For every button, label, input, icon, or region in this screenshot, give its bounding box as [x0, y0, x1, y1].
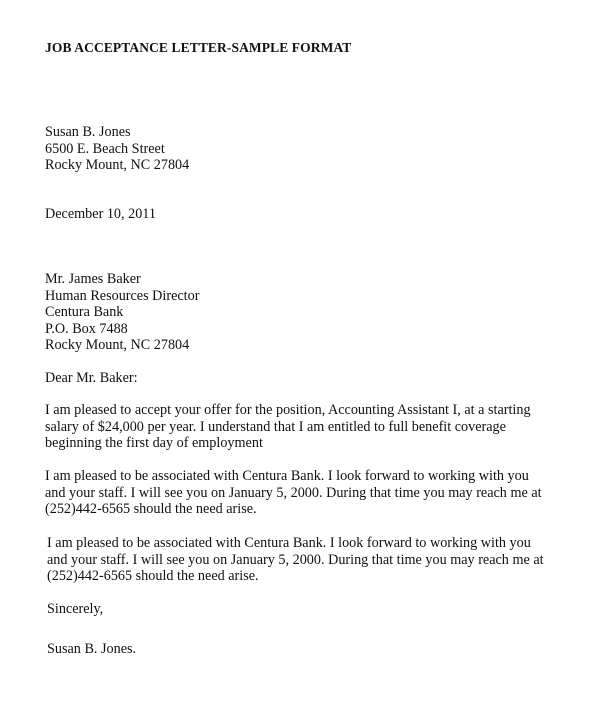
letter-date-block — [45, 206, 156, 223]
sender-street: 6500 E. Beach Street — [45, 140, 165, 157]
letter-date: December 10, 2011 — [45, 206, 156, 222]
salutation: Dear Mr. Baker: — [45, 370, 138, 386]
paragraph-3-line: (252)442-6565 should the need arise. — [47, 568, 259, 584]
document-title: JOB ACCEPTANCE LETTER-SAMPLE FORMAT — [45, 40, 352, 55]
recipient-name: Mr. James Baker — [45, 271, 141, 287]
paragraph-1-line: I am pleased to accept your offer for the position, Accounting Assistant I, at a starting — [45, 402, 531, 418]
recipient-title: Human Resources Director — [45, 287, 200, 304]
recipient-po-box: P.O. Box 7488 — [45, 320, 128, 337]
paragraph-1 — [45, 402, 531, 452]
recipient-city-state-zip: Rocky Mount, NC 27804 — [45, 337, 190, 353]
salutation-block — [45, 370, 138, 387]
sender-city-state-zip: Rocky Mount, NC 27804 — [45, 157, 190, 173]
paragraph-3-line: and your staff. I will see you on January 5, 2000. During that time you may reach me at — [47, 551, 544, 568]
paragraph-2 — [45, 468, 542, 518]
sender-name: Susan B. Jones — [45, 124, 131, 140]
recipient-address — [45, 271, 199, 354]
paragraph-1-line: salary of $24,000 per year. I understand that I am entitled to full benefit coverage — [45, 418, 506, 435]
recipient-company: Centura Bank — [45, 304, 124, 320]
sender-address — [45, 124, 189, 174]
closing-block — [47, 601, 103, 618]
paragraph-3-line: I am pleased to be associated with Centura Bank. I look forward to working with you — [47, 535, 531, 551]
closing: Sincerely, — [47, 601, 104, 617]
paragraph-2-line: (252)442-6565 should the need arise. — [45, 501, 257, 517]
paragraph-2-line: I am pleased to be associated with Centura Bank. I look forward to working with you — [45, 468, 529, 484]
paragraph-3 — [47, 535, 544, 585]
signature-block — [47, 641, 136, 658]
signature-name: Susan B. Jones. — [47, 641, 137, 657]
paragraph-2-line: and your staff. I will see you on January 5, 2000. During that time you may reach me at — [45, 484, 542, 501]
paragraph-1-line: beginning the first day of employment — [45, 435, 263, 451]
